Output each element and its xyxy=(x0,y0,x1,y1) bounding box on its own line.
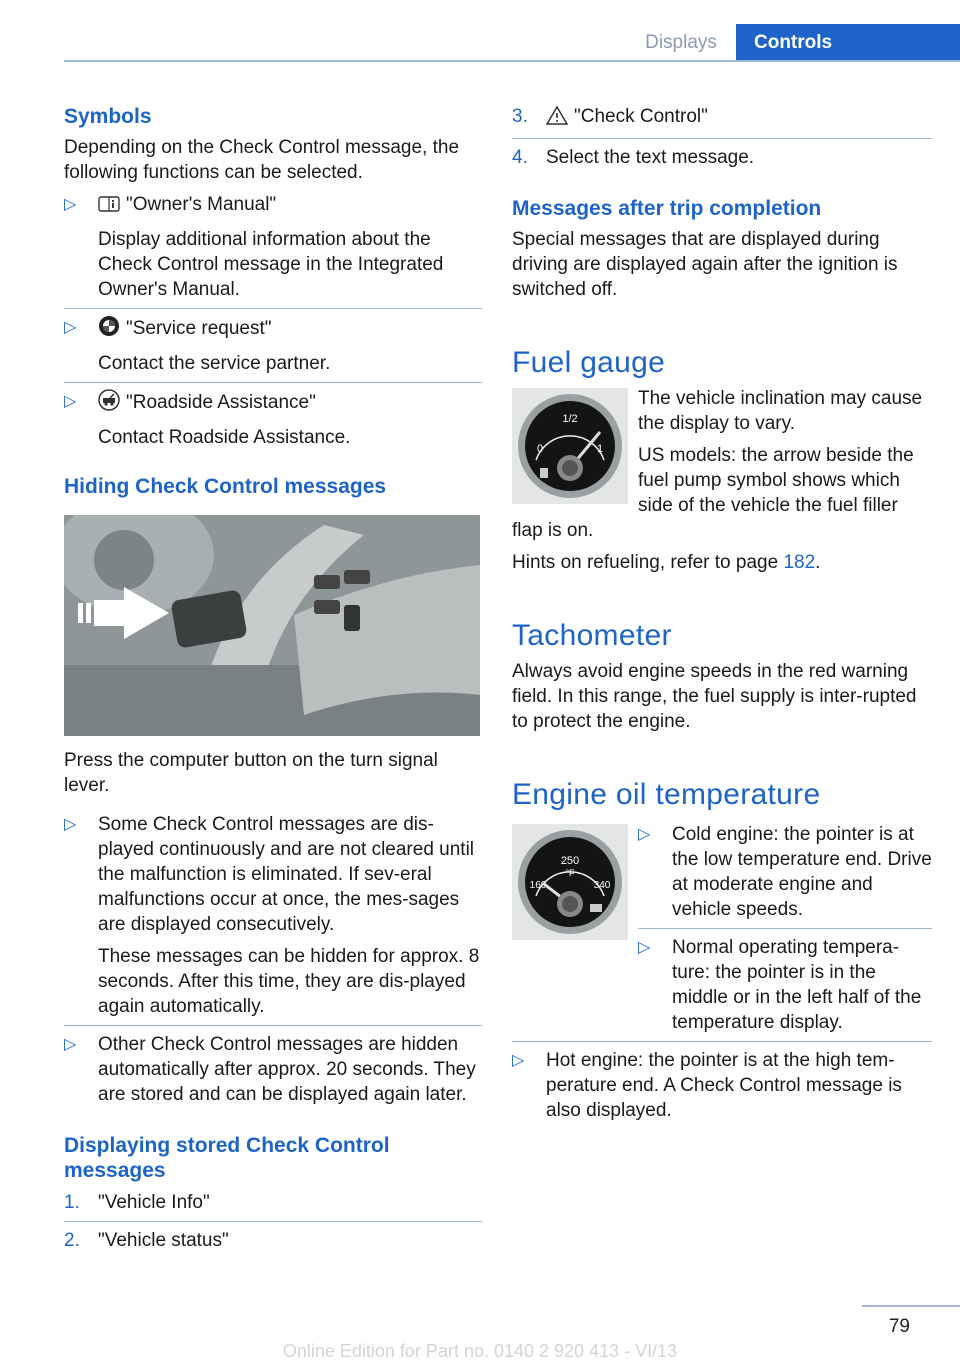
step-2-text: "Vehicle status" xyxy=(98,1230,229,1251)
header-tab-displays[interactable]: Displays xyxy=(645,32,717,53)
tachometer-text: Always avoid engine speeds in the red warning field. In this range, the fuel supply is inter‐rupted to protect the engine. xyxy=(512,661,917,732)
page-number: 79 xyxy=(888,1316,910,1337)
note-2-text: Other Check Control messages are hidden automatically after approx. 20 seconds. They are stored and can be displayed again later. xyxy=(98,1034,476,1105)
list-divider xyxy=(64,1025,482,1026)
header-tab-controls[interactable]: Controls xyxy=(736,24,960,61)
triangle-bullet-icon: ▷ xyxy=(64,816,77,833)
triangle-bullet-icon: ▷ xyxy=(512,1052,525,1069)
symbols-text: Depending on the Check Control message, the following functions can be selected. xyxy=(64,137,460,183)
displaying-heading: Displaying stored Check Control messages xyxy=(64,1134,390,1182)
normal-temp-text: Normal operating tempera‐ture: the pointer is in the middle or in the left half of the temperature display. xyxy=(672,937,922,1033)
step-4 xyxy=(512,145,932,170)
fuel-gauge-right-label: 1 xyxy=(596,443,604,455)
step-1-text: "Vehicle Info" xyxy=(98,1192,210,1213)
list-divider xyxy=(64,382,482,383)
fuel-text-2: US models: the arrow beside the fuel pump symbol shows which side of the vehicle the fuel filler xyxy=(638,445,914,516)
trip-heading: Messages after trip completion xyxy=(512,197,822,220)
list-divider xyxy=(64,1221,482,1222)
list-item-normal-temp xyxy=(638,935,932,1035)
service-request-label: "Service request" xyxy=(126,318,272,339)
right-column xyxy=(512,100,932,1123)
fuel-gauge-section xyxy=(512,386,932,543)
list-item-note-2 xyxy=(64,1032,482,1107)
fuel-text-2-cont: flap is on. xyxy=(512,520,594,541)
steering-wheel-photo xyxy=(64,515,480,736)
book-icon xyxy=(98,195,120,220)
triangle-bullet-icon: ▷ xyxy=(638,939,651,956)
list-item-hot-engine xyxy=(512,1048,932,1123)
symbols-heading: Symbols xyxy=(64,105,152,128)
list-item-service-request xyxy=(64,315,482,376)
step-number: 2. xyxy=(64,1230,80,1251)
check-control-label: "Check Control" xyxy=(574,106,708,127)
refuel-page-link[interactable]: 182 xyxy=(783,552,816,573)
fuel-text-1: The vehicle inclination may cause the display to vary. xyxy=(638,388,923,434)
step-1 xyxy=(64,1190,482,1215)
list-divider xyxy=(512,1041,932,1042)
list-divider xyxy=(638,928,932,929)
refuel-hint-end: . xyxy=(815,552,821,573)
oil-gauge-right-label: 340 xyxy=(593,880,611,891)
oil-gauge-mid-label: 250 xyxy=(560,855,580,867)
roadside-assistance-text: Contact Roadside Assistance. xyxy=(98,427,351,448)
oil-temp-heading: Engine oil temperature xyxy=(512,778,821,811)
left-column xyxy=(64,100,482,1253)
cold-engine-text: Cold engine: the pointer is at the low temperature end. Drive at moderate engine and vehicle speeds. xyxy=(672,824,932,920)
list-divider xyxy=(64,308,482,309)
list-item-roadside-assistance xyxy=(64,389,482,450)
oil-temp-gauge-image xyxy=(512,824,628,940)
bmw-logo-icon xyxy=(98,315,120,344)
oil-gauge-unit-label: °F xyxy=(565,868,575,878)
tachometer-heading: Tachometer xyxy=(512,619,672,652)
list-item-owners-manual xyxy=(64,192,482,302)
step-number: 4. xyxy=(512,147,528,168)
triangle-bullet-icon: ▷ xyxy=(64,319,77,336)
refuel-hint xyxy=(512,550,932,575)
warning-triangle-icon xyxy=(546,105,568,132)
trip-text: Special messages that are displayed during driving are displayed again after the ignition is switched off. xyxy=(512,229,898,300)
list-item-cold-engine xyxy=(638,822,932,922)
fuel-gauge-left-label: 0 xyxy=(536,443,544,455)
step-4-text: Select the text message. xyxy=(546,147,755,168)
triangle-bullet-icon: ▷ xyxy=(64,1036,77,1053)
hiding-heading: Hiding Check Control messages xyxy=(64,475,387,498)
hot-engine-text: Hot engine: the pointer is at the high tem‐perature end. A Check Control message is also displayed. xyxy=(546,1050,902,1121)
triangle-bullet-icon: ▷ xyxy=(64,393,77,410)
step-3 xyxy=(512,104,932,132)
note-1-text: Some Check Control messages are dis‐played continuously and are not cleared until the malfunction is eliminated. If sev‐eral malfunctions occur at once, the mes‐sages are displayed consecutively. xyxy=(98,814,475,935)
oil-gauge-left-label: 160 xyxy=(529,880,547,891)
step-number: 3. xyxy=(512,106,528,127)
edition-footer: Online Edition for Part no. 0140 2 920 413 - VI/13 xyxy=(282,1341,678,1361)
triangle-bullet-icon: ▷ xyxy=(64,196,77,213)
oil-temp-section xyxy=(512,822,932,1035)
service-request-text: Contact the service partner. xyxy=(98,353,331,374)
step-number: 1. xyxy=(64,1192,80,1213)
footer-divider xyxy=(862,1305,960,1307)
list-item-note-1 xyxy=(64,812,482,1019)
fuel-gauge-mid-label: 1/2 xyxy=(562,413,578,425)
note-1-text-2: These messages can be hidden for approx. 8 seconds. After this time, they are dis‐played again automatically. xyxy=(98,946,480,1017)
triangle-bullet-icon: ▷ xyxy=(638,826,651,843)
list-divider xyxy=(512,138,932,139)
fuel-gauge-image xyxy=(512,388,628,504)
tow-truck-icon xyxy=(98,389,120,418)
press-button-text: Press the computer button on the turn signal lever. xyxy=(64,750,438,796)
owners-manual-label: "Owner's Manual" xyxy=(126,194,277,215)
refuel-hint-text: Hints on refueling, refer to page xyxy=(512,552,784,573)
roadside-assistance-label: "Roadside Assistance" xyxy=(126,392,316,413)
owners-manual-text: Display additional information about the Check Control message in the Integrated Owner's Manual. xyxy=(98,229,444,300)
step-2 xyxy=(64,1228,482,1253)
header-divider xyxy=(64,60,960,62)
fuel-gauge-heading: Fuel gauge xyxy=(512,346,666,379)
